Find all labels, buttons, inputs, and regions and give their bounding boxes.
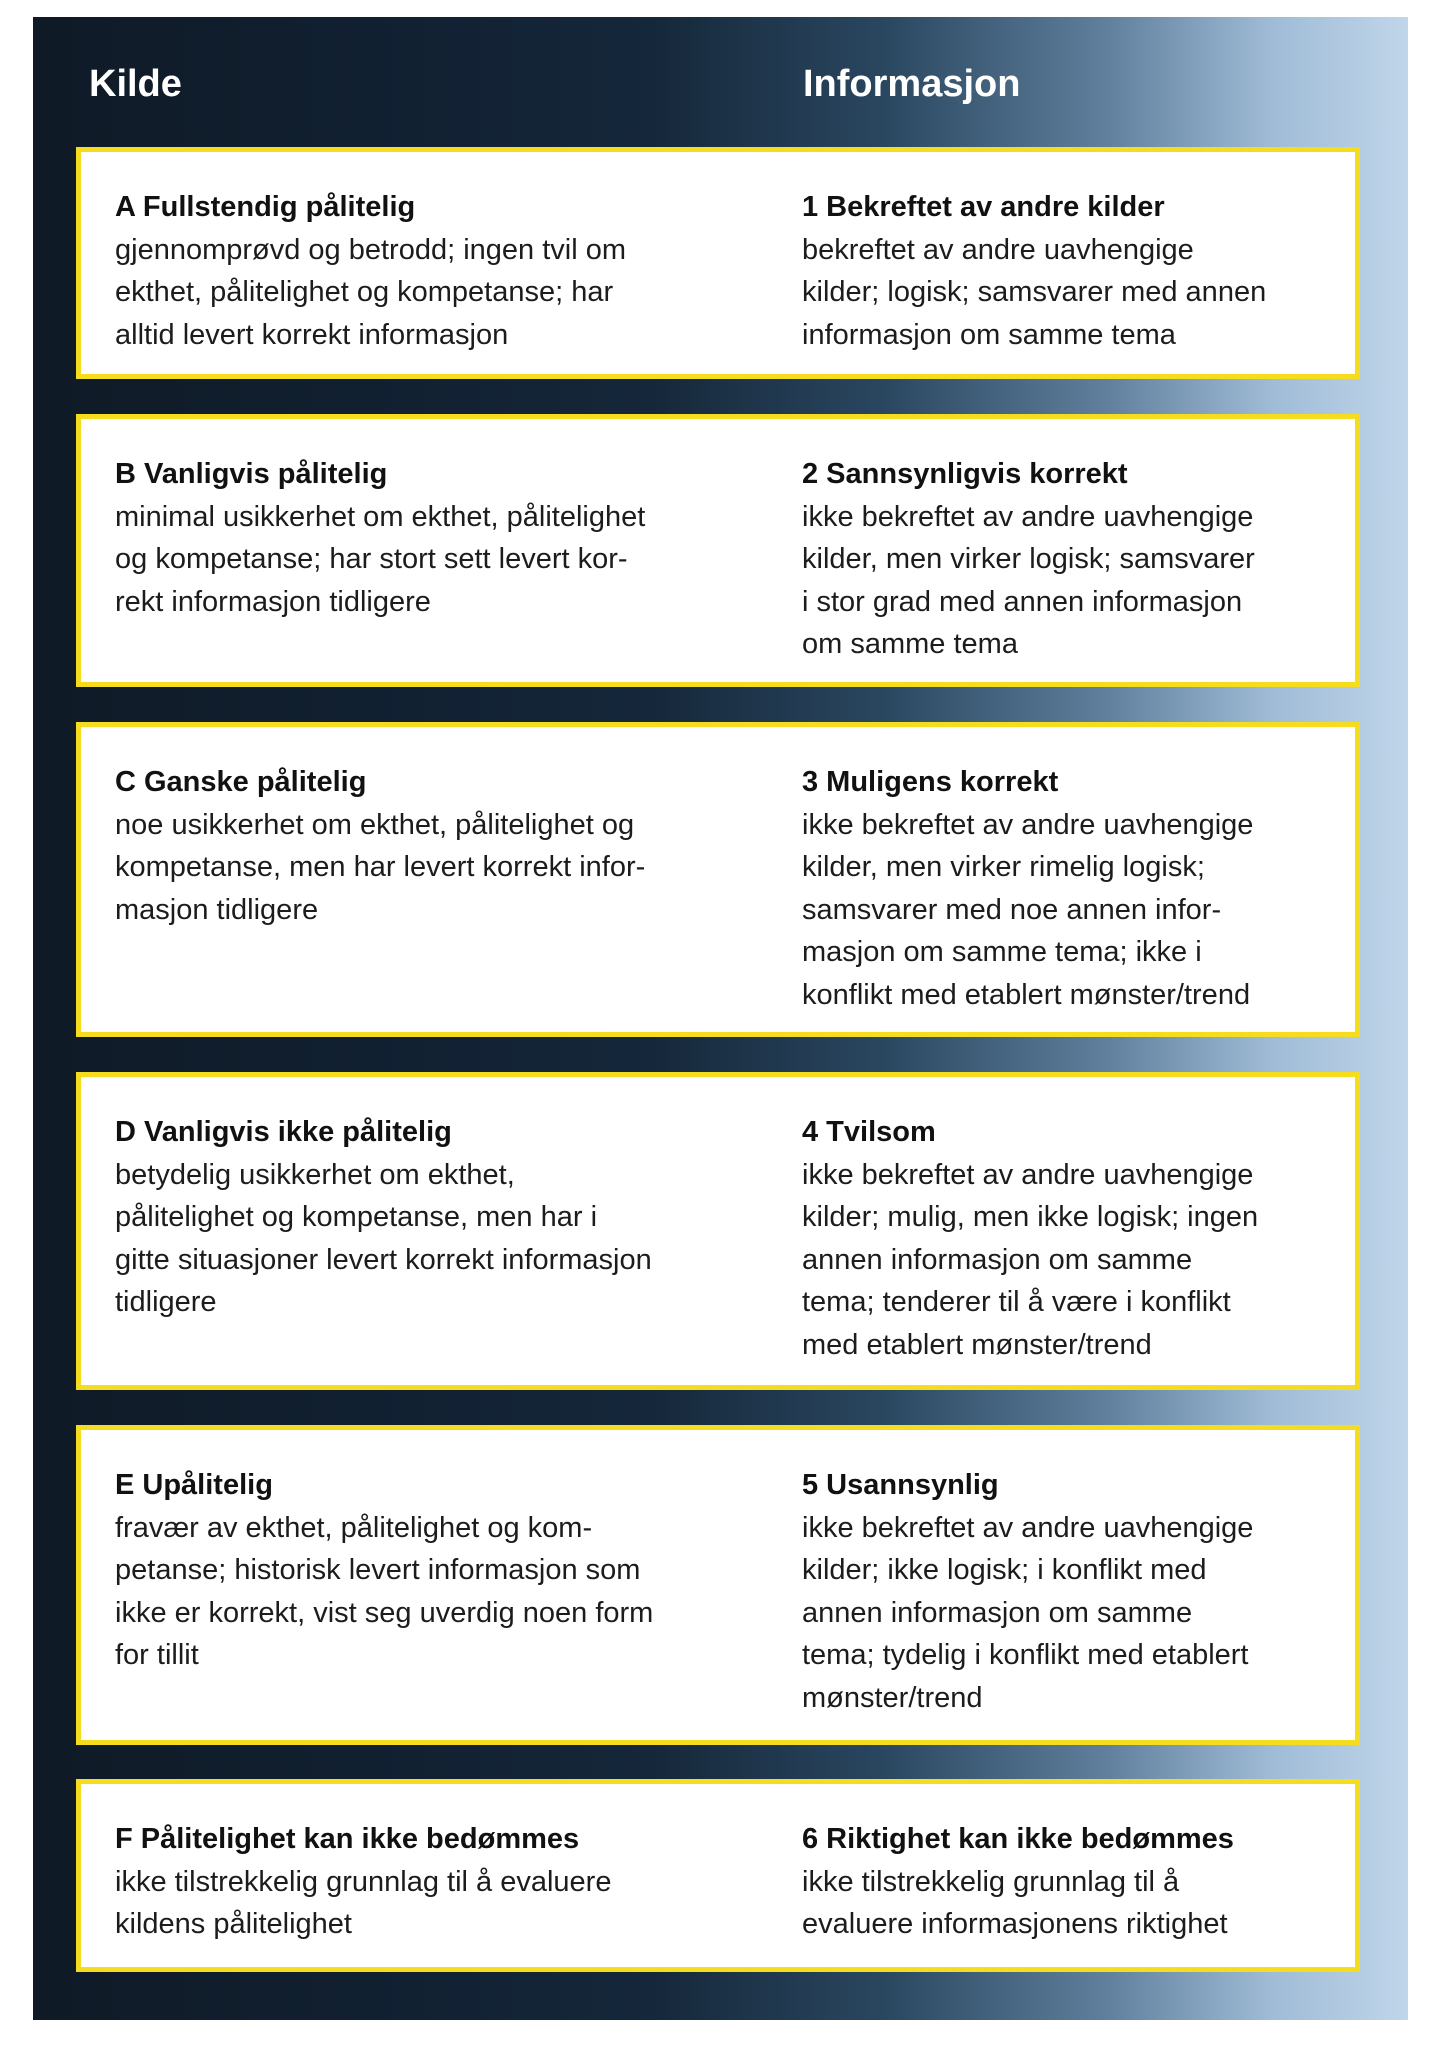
kilde-description: gjennomprøvd og betrodd; ingen tvil om ekthet, pålitelighet og kompetanse; har alltid levert korrekt informasjon bbox=[115, 233, 627, 351]
kilde-description: betydelig usikkerhet om ekthet, pålitelighet og kompetanse, men har i gitte situasjoner levert korrekt informasjon tidligere bbox=[115, 1158, 652, 1318]
informasjon-title: 4 Tvilsom bbox=[802, 1116, 936, 1148]
kilde-title: D Vanligvis ikke pålitelig bbox=[115, 1116, 452, 1148]
informasjon-description: ikke bekreftet av andre uavhengige kilder, men virker logisk; samsvarer i stor grad med annen informasjon om samme tema bbox=[802, 500, 1255, 660]
kilde-description: noe usikkerhet om ekthet, pålitelighet og kompetanse, men har levert korrekt infor- masjon tidligere bbox=[115, 808, 646, 926]
informasjon-column-header: Informasjon bbox=[803, 63, 1021, 105]
kilde-cell bbox=[115, 453, 735, 623]
informasjon-cell bbox=[802, 186, 1332, 356]
kilde-title: B Vanligvis pålitelig bbox=[115, 458, 388, 490]
kilde-cell bbox=[115, 1818, 735, 1946]
table-row-a-1 bbox=[76, 147, 1360, 379]
informasjon-title: 2 Sannsynligvis korrekt bbox=[802, 458, 1128, 490]
informasjon-title: 6 Riktighet kan ikke bedømmes bbox=[802, 1823, 1234, 1855]
table-row-f-6 bbox=[76, 1779, 1360, 1972]
table-row-d-4 bbox=[76, 1072, 1360, 1390]
informasjon-title: 3 Muligens korrekt bbox=[802, 766, 1059, 798]
informasjon-cell bbox=[802, 761, 1332, 1016]
table-row-c-3 bbox=[76, 722, 1360, 1037]
reliability-table-panel bbox=[33, 17, 1408, 2020]
informasjon-title: 1 Bekreftet av andre kilder bbox=[802, 191, 1165, 223]
informasjon-cell bbox=[802, 1111, 1332, 1366]
informasjon-description: bekreftet av andre uavhengige kilder; logisk; samsvarer med annen informasjon om samme tema bbox=[802, 233, 1267, 351]
kilde-cell bbox=[115, 761, 735, 931]
kilde-description: ikke tilstrekkelig grunnlag til å evaluere kildens pålitelighet bbox=[115, 1865, 612, 1940]
kilde-title: C Ganske pålitelig bbox=[115, 766, 367, 798]
informasjon-title: 5 Usannsynlig bbox=[802, 1469, 999, 1501]
kilde-cell bbox=[115, 1464, 735, 1677]
informasjon-description: ikke bekreftet av andre uavhengige kilder, men virker rimelig logisk; samsvarer med noe annen infor- masjon om samme tema; ikke i konflikt med etablert mønster/trend bbox=[802, 808, 1254, 1011]
kilde-column-header: Kilde bbox=[89, 63, 182, 105]
informasjon-cell bbox=[802, 1818, 1332, 1946]
kilde-title: E Upålitelig bbox=[115, 1469, 273, 1501]
kilde-cell bbox=[115, 186, 735, 356]
informasjon-cell bbox=[802, 453, 1332, 666]
informasjon-description: ikke bekreftet av andre uavhengige kilder; mulig, men ikke logisk; ingen annen informasjon om samme tema; tenderer til å være i konflikt med etablert mønster/trend bbox=[802, 1158, 1259, 1361]
kilde-cell bbox=[115, 1111, 735, 1324]
table-row-e-5 bbox=[76, 1425, 1360, 1745]
informasjon-cell bbox=[802, 1464, 1332, 1719]
table-row-b-2 bbox=[76, 414, 1360, 687]
kilde-description: minimal usikkerhet om ekthet, pålitelighet og kompetanse; har stort sett levert kor- rekt informasjon tidligere bbox=[115, 500, 646, 618]
informasjon-description: ikke tilstrekkelig grunnlag til å evaluere informasjonens riktighet bbox=[802, 1865, 1228, 1940]
kilde-title: F Pålitelighet kan ikke bedømmes bbox=[115, 1823, 580, 1855]
kilde-title: A Fullstendig pålitelig bbox=[115, 191, 416, 223]
informasjon-description: ikke bekreftet av andre uavhengige kilder; ikke logisk; i konflikt med annen informasjon om samme tema; tydelig i konflikt med etablert mønster/trend bbox=[802, 1511, 1254, 1714]
kilde-description: fravær av ekthet, pålitelighet og kom- petanse; historisk levert informasjon som ikke er korrekt, vist seg uverdig noen form for tillit bbox=[115, 1511, 654, 1671]
